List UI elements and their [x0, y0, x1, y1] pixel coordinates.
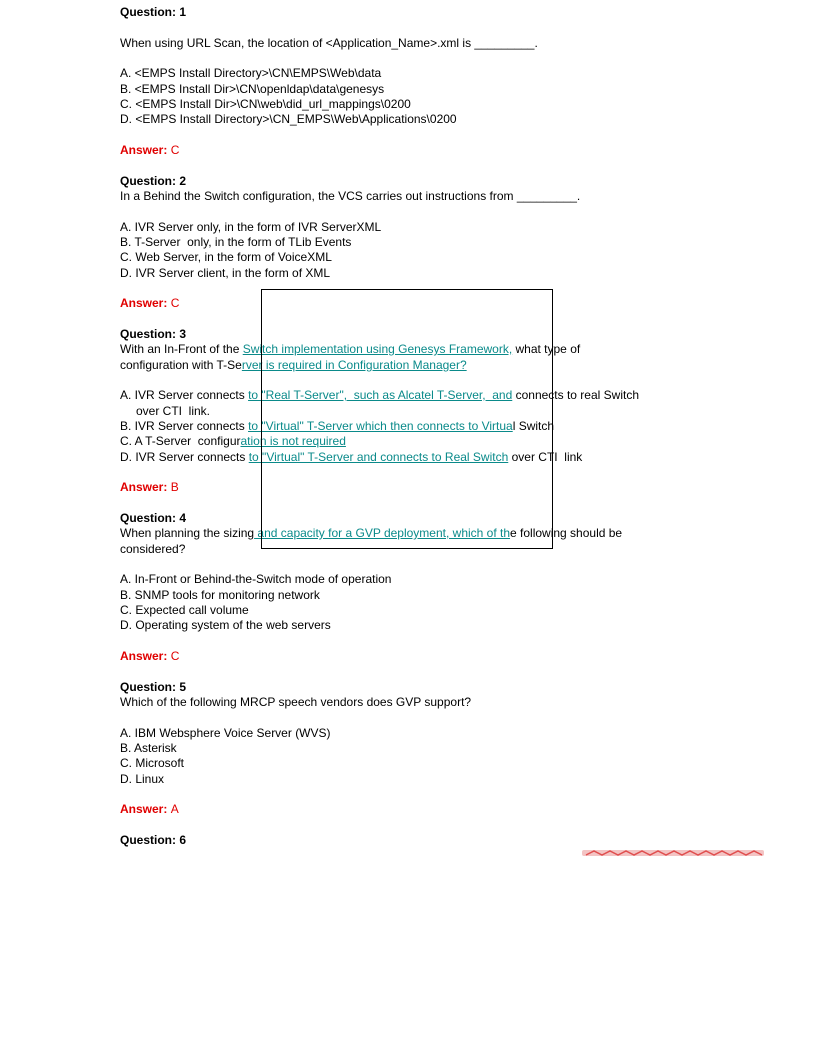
question-3-text-line-1	[120, 342, 580, 357]
text-segment: D. IVR Server connects	[120, 450, 249, 464]
question-2-heading: Question: 2	[120, 174, 187, 188]
question-4-option-c: C. Expected call volume	[120, 603, 249, 617]
question-4-heading: Question: 4	[120, 511, 187, 525]
hyperlink[interactable]: to "Virtual" T-Server and connects to Real Switch	[248, 450, 509, 464]
answer-label: Answer:	[120, 802, 168, 816]
question-2-option-d: D. IVR Server client, in the form of XML	[120, 266, 331, 280]
answer-label: Answer:	[120, 649, 168, 663]
question-1-option-b: B. <EMPS Install Dir>\CN\openldap\data\genesys	[120, 82, 385, 96]
question-1-heading: Question: 1	[120, 5, 187, 19]
question-4-text-line-2: considered?	[120, 542, 186, 556]
question-2-option-c: C. Web Server, in the form of VoiceXML	[120, 250, 332, 264]
text-segment: A. IVR Server connects	[120, 388, 249, 402]
text-segment: connects to real Switch	[512, 388, 639, 402]
question-3-option-b	[120, 419, 554, 434]
question-3-option-a-continued: over CTI link.	[136, 404, 211, 418]
hyperlink[interactable]: to "Virtual" T-Server which then connects to Virtua	[248, 419, 513, 433]
question-5-option-b: B. Asterisk	[120, 741, 177, 755]
text-segment: B. IVR Server connects	[120, 419, 249, 433]
question-3-option-a	[120, 388, 639, 403]
text-segment: configuration with T-Se	[120, 358, 242, 372]
question-3-heading: Question: 3	[120, 327, 187, 341]
question-1-text: When using URL Scan, the location of <Application_Name>.xml is _________.	[120, 36, 538, 50]
hyperlink[interactable]: rver is required in Configuration Manager?	[241, 358, 467, 372]
question-2-answer	[120, 296, 179, 311]
text-segment: With an In-Front of the	[120, 342, 243, 356]
question-1-option-d: D. <EMPS Install Directory>\CN_EMPS\Web\Applications\0200	[120, 112, 457, 126]
text-segment: When planning the sizing	[120, 526, 255, 540]
answer-label: Answer:	[120, 296, 168, 310]
hyperlink[interactable]: to "Real T-Server", such as Alcatel T-Server, and	[248, 388, 513, 402]
answer-value: C	[170, 143, 180, 157]
question-3-text-line-2	[120, 358, 467, 373]
question-5-option-a: A. IBM Websphere Voice Server (WVS)	[120, 726, 331, 740]
question-1-option-c: C. <EMPS Install Dir>\CN\web\did_url_mappings\0200	[120, 97, 411, 111]
question-5-heading: Question: 5	[120, 680, 187, 694]
answer-value: C	[170, 296, 180, 310]
text-segment: what type of	[512, 342, 581, 356]
question-5-option-d: D. Linux	[120, 772, 165, 786]
watermark-logo	[580, 847, 766, 859]
question-1-option-a: A. <EMPS Install Directory>\CN\EMPS\Web\data	[120, 66, 382, 80]
hyperlink[interactable]: Switch implementation using Genesys Framework,	[242, 342, 513, 356]
question-4-option-d: D. Operating system of the web servers	[120, 618, 331, 632]
question-4-text-line-1	[120, 526, 622, 541]
question-3-option-d	[120, 450, 582, 465]
question-2-option-a: A. IVR Server only, in the form of IVR ServerXML	[120, 220, 382, 234]
question-3-answer	[120, 480, 179, 495]
question-6-heading: Question: 6	[120, 833, 187, 847]
question-5-answer	[120, 802, 179, 817]
question-4-answer	[120, 649, 179, 664]
text-segment: C. A T-Server configur	[120, 434, 241, 448]
question-5-text: Which of the following MRCP speech vendors does GVP support?	[120, 695, 472, 709]
question-2-text: In a Behind the Switch configuration, the VCS carries out instructions from _________.	[120, 189, 581, 203]
question-5-option-c: C. Microsoft	[120, 756, 185, 770]
text-segment: l Switch	[512, 419, 555, 433]
question-4-option-a: A. In-Front or Behind-the-Switch mode of operation	[120, 572, 392, 586]
answer-label: Answer:	[120, 143, 168, 157]
answer-label: Answer:	[120, 480, 168, 494]
question-4-option-b: B. SNMP tools for monitoring network	[120, 588, 320, 602]
hyperlink[interactable]: ation is not required	[240, 434, 346, 448]
answer-value: C	[170, 649, 180, 663]
answer-value: B	[170, 480, 179, 494]
text-segment: over CTI link	[508, 450, 583, 464]
question-1-answer	[120, 143, 179, 158]
answer-value: A	[170, 802, 179, 816]
question-2-option-b: B. T-Server only, in the form of TLib Events	[120, 235, 352, 249]
question-3-option-c	[120, 434, 346, 449]
text-segment: e following should be	[510, 526, 623, 540]
hyperlink[interactable]: and capacity for a GVP deployment, which of th	[254, 526, 511, 540]
